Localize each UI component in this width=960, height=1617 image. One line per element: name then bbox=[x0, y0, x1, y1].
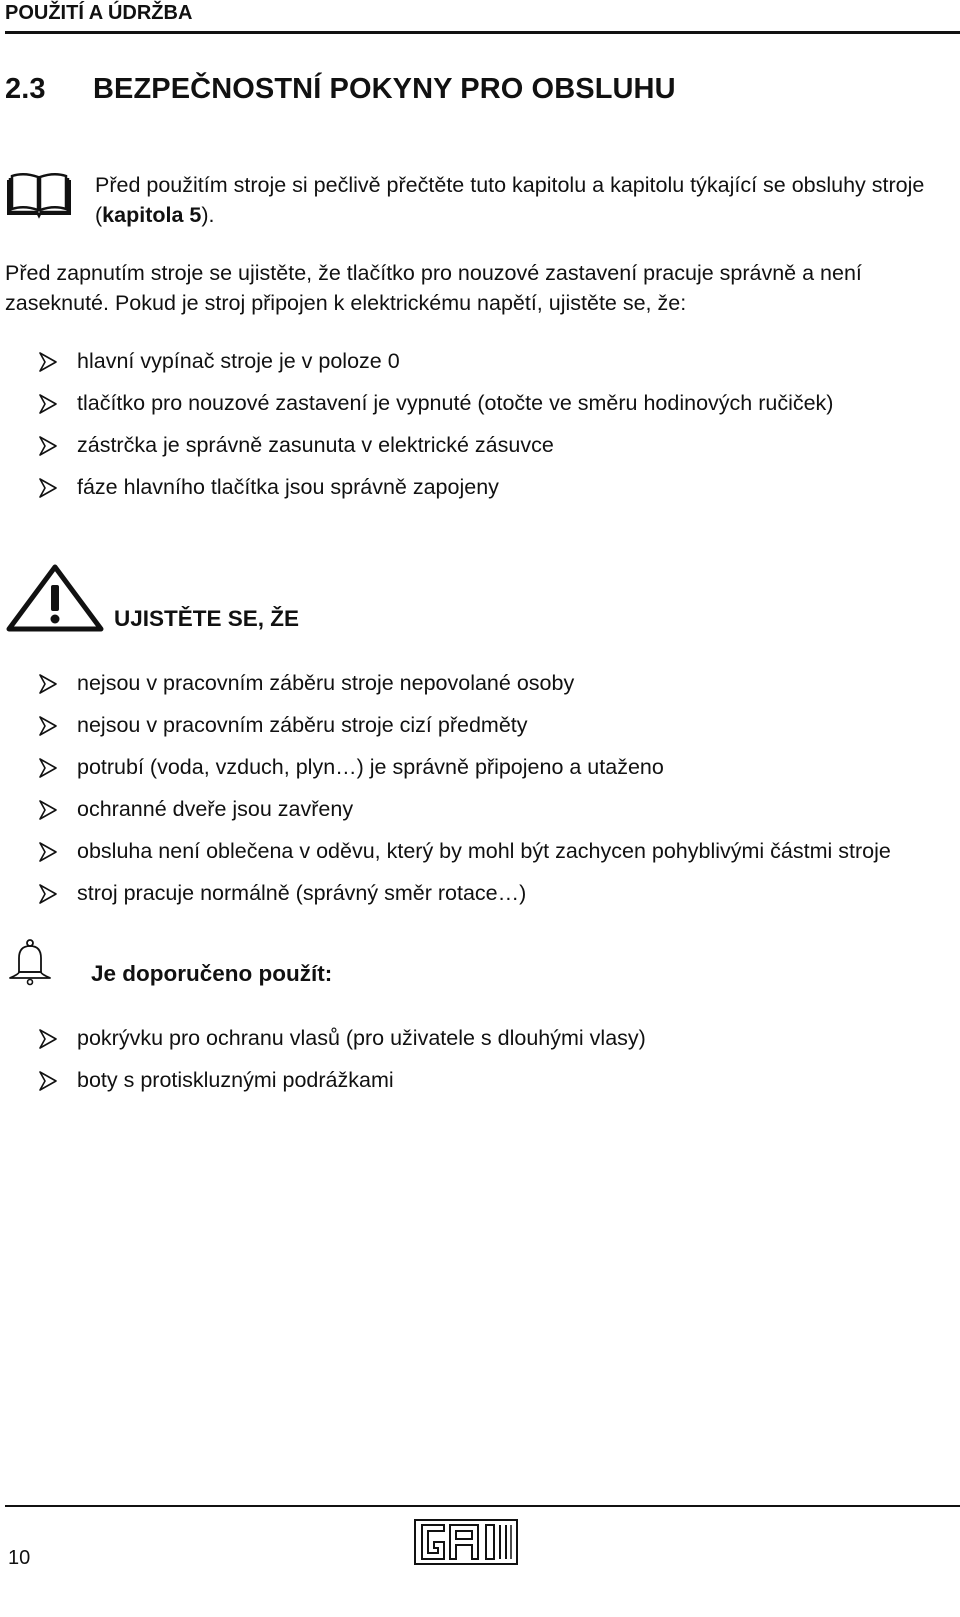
list-item-text: nejsou v pracovním záběru stroje cizí předměty bbox=[77, 713, 528, 737]
recommend-heading: Je doporučeno použít: bbox=[91, 961, 333, 986]
list-item bbox=[0, 794, 960, 836]
warning-list bbox=[0, 668, 960, 920]
intro-text-after: ). bbox=[201, 203, 215, 227]
arrow-bullet-icon bbox=[38, 758, 58, 778]
warning-triangle-icon bbox=[5, 563, 105, 638]
intro-text-before: Před použitím stroje si pečlivě přečtěte tuto kapitolu a kapitolu týkající se obsluhy stroje ( bbox=[95, 173, 925, 227]
bell-icon bbox=[6, 938, 54, 991]
book-icon bbox=[6, 172, 72, 225]
check-paragraph: Před zapnutím stroje se ujistěte, že tlačítko pro nouzové zastavení pracuje správně a není zaseknuté. Pokud je stroj připojen k elektrickému napětí, ujistěte se, že: bbox=[5, 261, 862, 315]
list-item-text: tlačítko pro nouzové zastavení je vypnuté (otočte ve směru hodinových ručiček) bbox=[77, 391, 834, 415]
list-item-text: nejsou v pracovním záběru stroje nepovolané osoby bbox=[77, 671, 575, 695]
warning-heading: UJISTĚTE SE, ŽE bbox=[114, 606, 300, 631]
list-item bbox=[0, 1065, 960, 1107]
list-item-text: zástrčka je správně zasunuta v elektrické zásuvce bbox=[77, 433, 554, 457]
gai-logo bbox=[414, 1519, 518, 1570]
section-title-text: BEZPEČNOSTNÍ POKYNY PRO OBSLUHU bbox=[93, 73, 676, 105]
section-number: 2.3 bbox=[5, 73, 46, 105]
arrow-bullet-icon bbox=[38, 1071, 58, 1091]
list-item bbox=[0, 388, 960, 430]
list-item-text: potrubí (voda, vzduch, plyn…) je správně připojeno a utaženo bbox=[77, 755, 664, 779]
list-item-text: stroj pracuje normálně (správný směr rotace…) bbox=[77, 881, 527, 905]
list-item bbox=[0, 346, 960, 388]
list-item bbox=[0, 752, 960, 794]
check-list bbox=[0, 346, 960, 514]
list-item-text: pokrývku pro ochranu vlasů (pro uživatele s dlouhými vlasy) bbox=[77, 1026, 646, 1050]
section-title bbox=[5, 73, 676, 106]
list-item-text: ochranné dveře jsou zavřeny bbox=[77, 797, 354, 821]
arrow-bullet-icon bbox=[38, 436, 58, 456]
list-item bbox=[0, 472, 960, 514]
page-number: 10 bbox=[8, 1547, 31, 1569]
arrow-bullet-icon bbox=[38, 842, 58, 862]
arrow-bullet-icon bbox=[38, 478, 58, 498]
list-item bbox=[0, 430, 960, 472]
list-item-text: fáze hlavního tlačítka jsou správně zapojeny bbox=[77, 475, 499, 499]
header-rule bbox=[5, 31, 960, 34]
recommend-list bbox=[0, 1023, 960, 1107]
arrow-bullet-icon bbox=[38, 716, 58, 736]
list-item-text: hlavní vypínač stroje je v poloze 0 bbox=[77, 349, 400, 373]
running-header: POUŽITÍ A ÚDRŽBA bbox=[5, 2, 193, 24]
arrow-bullet-icon bbox=[38, 1029, 58, 1049]
arrow-bullet-icon bbox=[38, 800, 58, 820]
list-item bbox=[0, 668, 960, 710]
intro-text-bold: kapitola 5 bbox=[102, 203, 202, 227]
list-item-text: boty s protiskluznými podrážkami bbox=[77, 1068, 394, 1092]
arrow-bullet-icon bbox=[38, 394, 58, 414]
intro-paragraph bbox=[95, 170, 955, 230]
list-item-text: obsluha není oblečena v oděvu, který by mohl být zachycen pohyblivými částmi stroje bbox=[77, 839, 891, 863]
list-item bbox=[0, 836, 960, 878]
list-item bbox=[0, 878, 960, 920]
list-item bbox=[0, 1023, 960, 1065]
list-item bbox=[0, 710, 960, 752]
footer-rule bbox=[5, 1505, 960, 1507]
arrow-bullet-icon bbox=[38, 352, 58, 372]
arrow-bullet-icon bbox=[38, 884, 58, 904]
arrow-bullet-icon bbox=[38, 674, 58, 694]
